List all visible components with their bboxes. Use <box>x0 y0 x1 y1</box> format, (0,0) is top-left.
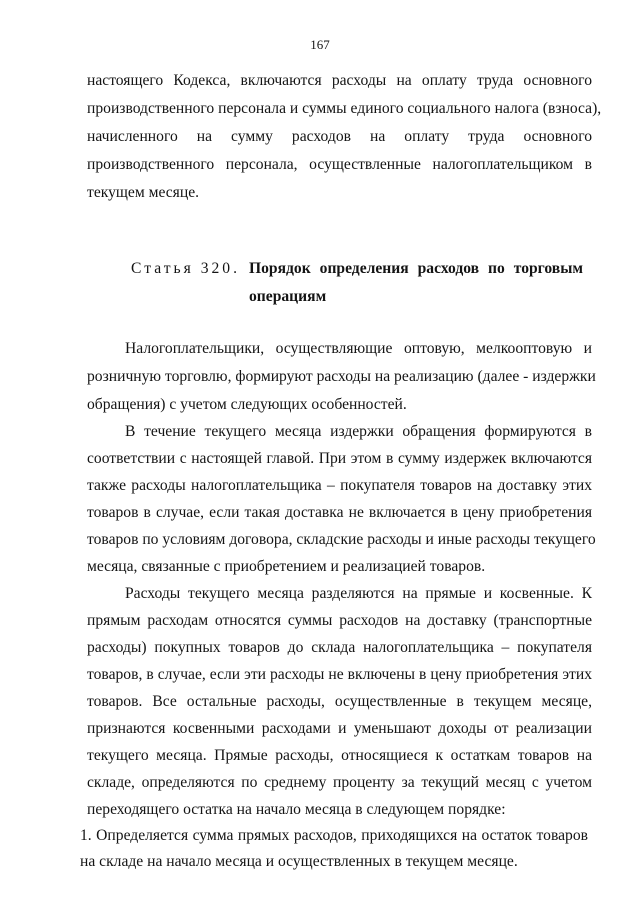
text-line: текущего месяца. Прямые расходы, относящиеся к остаткам товаров на <box>87 747 592 764</box>
article-number: Статья 320. <box>131 260 241 277</box>
text-line: Налогоплательщики, осуществляющие оптовую, мелкооптовую и <box>125 340 592 357</box>
text-line: В течение текущего месяца издержки обращения формируются в <box>125 423 592 440</box>
text-line: текущем месяце. <box>87 184 200 201</box>
article-title-line: Порядок определения расходов по торговым <box>249 260 583 277</box>
text-line: также расходы налогоплательщика – покупателя товаров на доставку этих <box>87 477 592 494</box>
text-line: на складе на начало месяца и осуществленных в текущем месяце. <box>80 853 518 870</box>
text-line: производственного персонала и суммы единого социального налога (взноса), <box>87 100 602 117</box>
text-line: обращения) с учетом следующих особенностей. <box>87 396 407 413</box>
text-line: расходы) покупных товаров до склада налогоплательщика – покупателя <box>87 639 592 656</box>
text-line: 1. Определяется сумма прямых расходов, приходящихся на остаток товаров <box>80 827 588 844</box>
page-number: 167 <box>310 37 330 52</box>
text-line: товаров в случае, если такая доставка не включается в цену приобретения <box>87 504 592 521</box>
text-line: признаются косвенными расходами и уменьшают доходы от реализации <box>87 720 592 737</box>
text-line: складе, определяются по среднему проценту за текущий месяц с учетом <box>87 774 592 791</box>
text-line: Расходы текущего месяца разделяются на прямые и косвенные. К <box>125 585 592 602</box>
text-line: переходящего остатка на начало месяца в следующем порядке: <box>87 801 506 818</box>
text-line: товаров. Все остальные расходы, осуществленные в текущем месяце, <box>87 693 592 710</box>
text-line: соответствии с настоящей главой. При этом в сумму издержек включаются <box>87 450 592 467</box>
text-line: товаров, в случае, если эти расходы не включены в цену приобретения этих <box>87 666 592 683</box>
text-line: настоящего Кодекса, включаются расходы на оплату труда основного <box>87 72 592 89</box>
text-line: прямым расходам относятся суммы расходов на доставку (транспортные <box>87 612 592 629</box>
text-line: начисленного на сумму расходов на оплату труда основного <box>87 128 592 145</box>
article-title-line: операциям <box>249 288 327 305</box>
text-line: товаров по условиям договора, складские расходы и иные расходы текущего <box>87 531 596 548</box>
text-line: розничную торговлю, формируют расходы на реализацию (далее - издержки <box>87 368 596 385</box>
text-line: месяца, связанные с приобретением и реализацией товаров. <box>87 558 486 575</box>
text-line: производственного персонала, осуществленные налогоплательщиком в <box>87 156 592 173</box>
